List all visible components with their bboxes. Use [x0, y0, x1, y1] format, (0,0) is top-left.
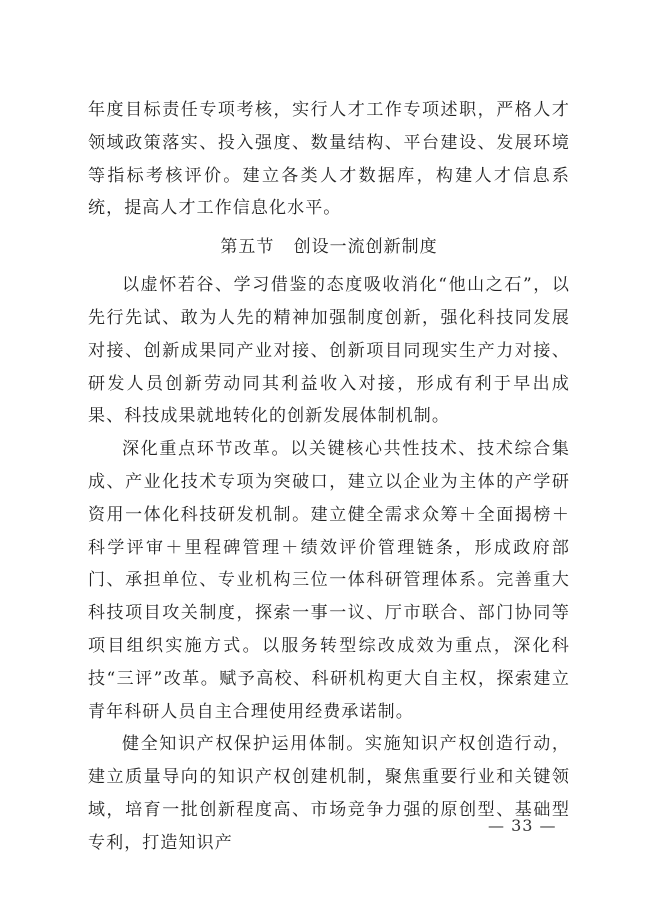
- body-paragraph: 以虚怀若谷、学习借鉴的态度吸收消化“他山之石”，以先行先试、敢为人先的精神加强制度创新，强化科技同发展对接、创新成果同产业对接、创新项目同现实生产力对接、研发人员创新劳动同其利益收入对接，形成有利于早出成果、科技成果就地转化的创新发展体制机制。: [88, 275, 570, 427]
- body-paragraph: 健全知识产权保护运用体制。实施知识产权创造行动，建立质量导向的知识产权创建机制，聚焦重要行业和关键领域，培育一批创新程度高、市场竞争力强的原创型、基础型专利，打造知识产: [88, 734, 570, 853]
- body-paragraph: 深化重点环节改革。以关键核心共性技术、技术综合集成、产业化技术专项为突破口，建立以企业为主体的产学研资用一体化科技研发机制。建立健全需求众筹＋全面揭榜＋科学评审＋里程碑管理＋绩效评价管理链条，形成政府部门、承担单位、专业机构三位一体科研管理体系。完善重大科技项目攻关制度，探索一事一议、厅市联合、部门协同等项目组织实施方式。以服务转型综改成效为重点，深化科技“三评”改革。赋予高校、科研机构更大自主权，探索建立青年科研人员自主合理使用经费承诺制。: [88, 439, 570, 722]
- section-number: 第五节: [220, 237, 275, 258]
- body-paragraph: 年度目标责任专项考核，实行人才工作专项述职，严格人才领域政策落实、投入强度、数量结构、平台建设、发展环境等指标考核评价。建立各类人才数据库，构建人才信息系统，提高人才工作信息化水平。: [88, 100, 570, 219]
- document-page: [88, 94, 570, 860]
- section-title: 创设一流创新制度: [293, 237, 438, 258]
- page-number: — 33 —: [488, 816, 557, 835]
- section-heading: [88, 225, 570, 269]
